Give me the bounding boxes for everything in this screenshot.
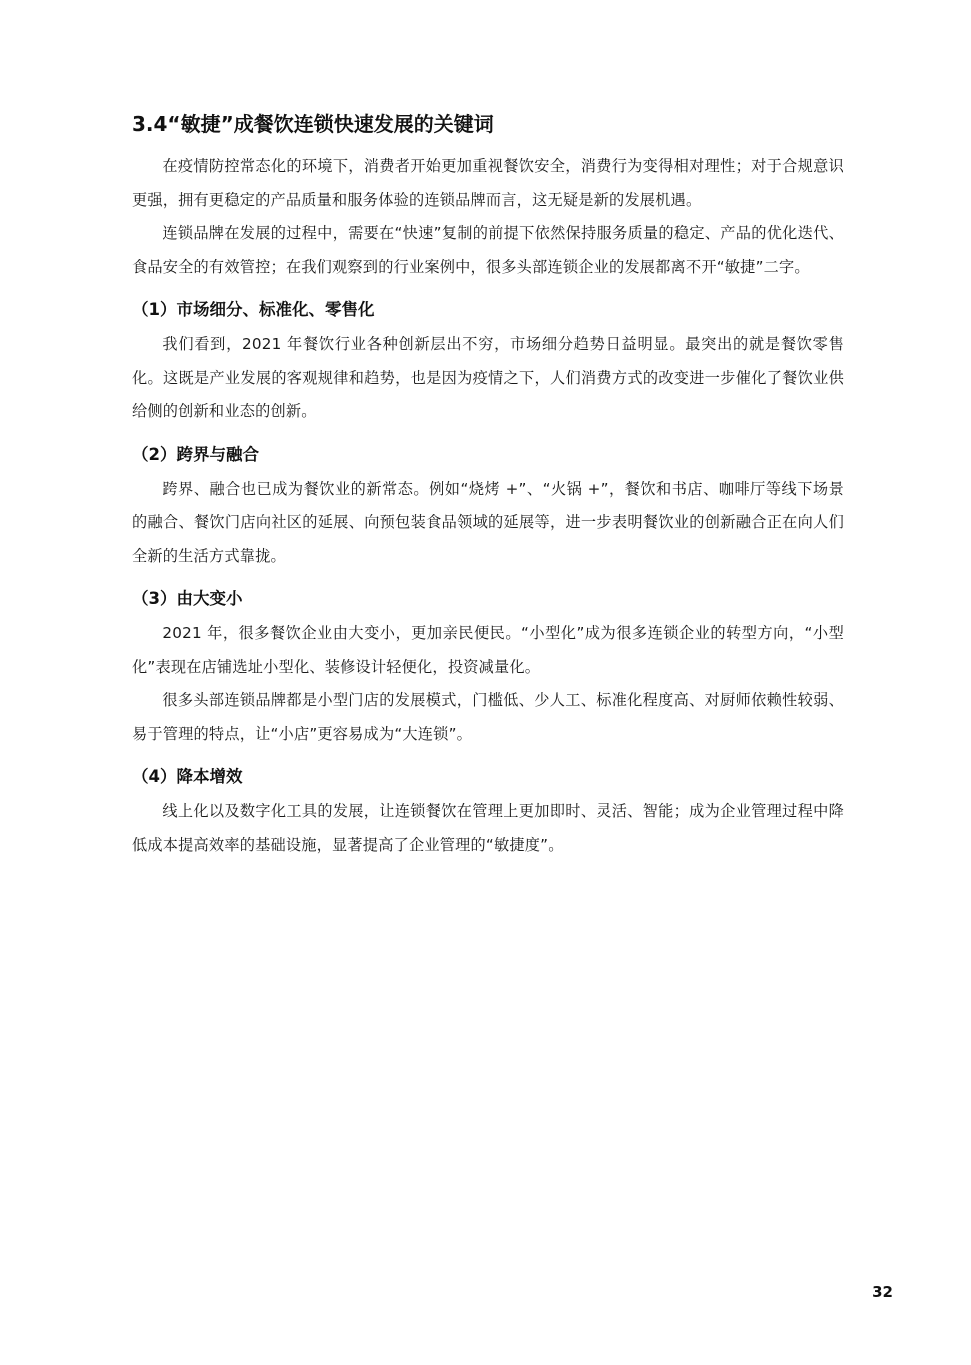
subsection-title: （4）降本增效 bbox=[132, 767, 243, 786]
subsection-title: （3）由大变小 bbox=[132, 589, 243, 608]
subsection-cost-efficiency bbox=[132, 760, 844, 862]
section-title: 3.4“敏捷”成餐饮连锁快速发展的关键词 bbox=[132, 112, 494, 136]
intro-paragraph-1: 在疫情防控常态化的环境下，消费者开始更加重视餐饮安全，消费行为变得相对理性；对于合规意识更强，拥有更稳定的产品质量和服务体验的连锁品牌而言，这无疑是新的发展机遇。 bbox=[132, 157, 844, 209]
subsection-paragraph: 2021 年，很多餐饮企业由大变小，更加亲民便民。“小型化”成为很多连锁企业的转型方向，“小型化”表现在店铺选址小型化、装修设计轻便化，投资减量化。 bbox=[132, 624, 844, 676]
subsection-big-to-small bbox=[132, 582, 844, 751]
subsection-title: （1）市场细分、标准化、零售化 bbox=[132, 300, 375, 319]
document-page bbox=[132, 108, 844, 862]
subsection-paragraph: 跨界、融合也已成为餐饮业的新常态。例如“烧烤 +”、“火锅 +”，餐饮和书店、咖啡厅等线下场景的融合、餐饮门店向社区的延展、向预包装食品领域的延展等，进一步表明餐饮业的创新融合正在向人们全新的生活方式靠拢。 bbox=[132, 479, 844, 565]
intro-paragraph-2: 连锁品牌在发展的过程中，需要在“快速”复制的前提下依然保持服务质量的稳定、产品的优化迭代、食品安全的有效管控；在我们观察到的行业案例中，很多头部连锁企业的发展都离不开“敏捷”二字。 bbox=[132, 224, 844, 276]
page-number: 32 bbox=[872, 1283, 893, 1301]
subsection-paragraph: 我们看到，2021 年餐饮行业各种创新层出不穷，市场细分趋势日益明显。最突出的就是餐饮零售化。这既是产业发展的客观规律和趋势，也是因为疫情之下，人们消费方式的改变进一步催化了餐饮业供给侧的创新和业态的创新。 bbox=[132, 335, 844, 420]
subsection-crossover-fusion bbox=[132, 438, 844, 574]
subsection-market-segmentation bbox=[132, 293, 844, 429]
subsection-paragraph: 线上化以及数字化工具的发展，让连锁餐饮在管理上更加即时、灵活、智能；成为企业管理过程中降低成本提高效率的基础设施，显著提高了企业管理的“敏捷度”。 bbox=[132, 802, 844, 854]
subsection-paragraph: 很多头部连锁品牌都是小型门店的发展模式，门槛低、少人工、标准化程度高、对厨师依赖性较弱、易于管理的特点，让“小店”更容易成为“大连锁”。 bbox=[132, 691, 844, 743]
subsection-title: （2）跨界与融合 bbox=[132, 444, 259, 464]
